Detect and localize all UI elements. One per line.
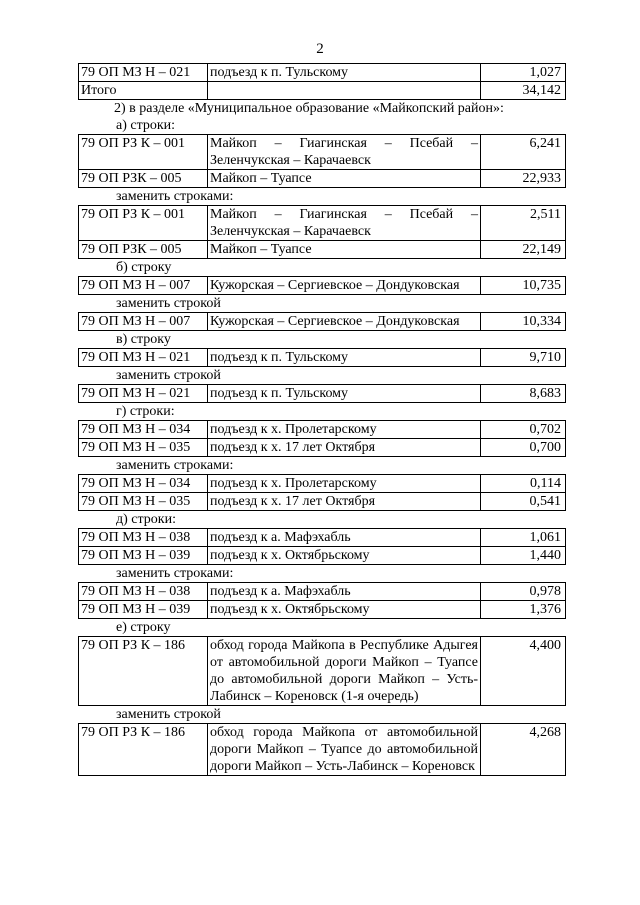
road-name: подъезд к х. Пролетарскому <box>208 421 481 439</box>
road-length: 8,683 <box>481 385 566 403</box>
replace-label: заменить строками: <box>116 458 234 473</box>
road-code: 79 ОП РЗ К – 001 <box>79 135 208 170</box>
amendment-section <box>78 259 562 331</box>
total-name <box>208 82 481 100</box>
road-length: 1,061 <box>481 529 566 547</box>
road-length: 0,700 <box>481 439 566 457</box>
table-row <box>79 493 566 511</box>
road-name: подъезд к х. 17 лет Октября <box>208 493 481 511</box>
road-name: обход города Майкопа в Республике Адыгея от автомобильной дороги Майкоп – Туапсе до автомобильной дороги Майкоп – Усть-Лабинск – Кореновск (1-я очередь) <box>208 637 481 706</box>
replacement-rows-table <box>78 723 566 776</box>
road-name: подъезд к х. Пролетарскому <box>208 475 481 493</box>
table-row <box>79 637 566 706</box>
road-name: Кужорская – Сергиевское – Дондуковская <box>208 277 481 295</box>
table-row <box>79 349 566 367</box>
table-row <box>79 385 566 403</box>
road-length: 1,027 <box>481 64 566 82</box>
road-name: подъезд к х. Октябрьскому <box>208 601 481 619</box>
top-table <box>78 63 566 100</box>
replace-label: заменить строкой <box>116 296 221 311</box>
section-label: д) строки: <box>116 512 176 527</box>
table-row <box>79 206 566 241</box>
road-name: подъезд к а. Мафэхабль <box>208 583 481 601</box>
original-rows-table <box>78 420 566 457</box>
road-name: Майкоп – Гиагинская – Псебай – Зеленчукская – Карачаевск <box>208 135 481 170</box>
table-row <box>79 583 566 601</box>
document-body <box>78 63 562 776</box>
table-row <box>79 64 566 82</box>
total-value: 34,142 <box>481 82 566 100</box>
original-rows-table <box>78 276 566 295</box>
table-row <box>79 547 566 565</box>
road-name: подъезд к п. Тульскому <box>208 349 481 367</box>
road-length: 22,149 <box>481 241 566 259</box>
road-length: 2,511 <box>481 206 566 241</box>
table-row <box>79 421 566 439</box>
road-name: Майкоп – Туапсе <box>208 241 481 259</box>
road-length: 1,440 <box>481 547 566 565</box>
original-rows-table <box>78 636 566 706</box>
road-name: Майкоп – Гиагинская – Псебай – Зеленчукская – Карачаевск <box>208 206 481 241</box>
original-rows-table <box>78 528 566 565</box>
road-length: 9,710 <box>481 349 566 367</box>
road-length: 0,114 <box>481 475 566 493</box>
road-name: подъезд к п. Тульскому <box>208 385 481 403</box>
road-name: подъезд к х. Октябрьскому <box>208 547 481 565</box>
road-code: 79 ОП РЗК – 005 <box>79 241 208 259</box>
road-code: 79 ОП МЗ Н – 035 <box>79 439 208 457</box>
replace-label: заменить строкой <box>116 368 221 383</box>
replacement-rows-table <box>78 205 566 259</box>
road-length: 0,541 <box>481 493 566 511</box>
road-code: 79 ОП МЗ Н – 007 <box>79 277 208 295</box>
section-label: а) строки: <box>116 118 176 133</box>
road-name: Майкоп – Туапсе <box>208 170 481 188</box>
section-label: е) строку <box>116 620 171 635</box>
road-code: 79 ОП РЗ К – 001 <box>79 206 208 241</box>
table-row <box>79 170 566 188</box>
total-row <box>79 82 566 100</box>
road-code: 79 ОП РЗ К – 186 <box>79 724 208 776</box>
amendment-sections <box>78 117 562 776</box>
table-row <box>79 277 566 295</box>
original-rows-table <box>78 348 566 367</box>
table-row <box>79 724 566 776</box>
amendment-section <box>78 511 562 619</box>
road-name: обход города Майкопа от автомобильной дороги Майкоп – Туапсе до автомобильной дороги Майкоп – Усть-Лабинск – Кореновск <box>208 724 481 776</box>
amendment-section <box>78 403 562 511</box>
road-code: 79 ОП МЗ Н – 021 <box>79 349 208 367</box>
table-row <box>79 313 566 331</box>
table-row <box>79 439 566 457</box>
amendment-section <box>78 331 562 403</box>
road-length: 10,735 <box>481 277 566 295</box>
road-code: 79 ОП РЗК – 005 <box>79 170 208 188</box>
replacement-rows-table <box>78 384 566 403</box>
table-row <box>79 475 566 493</box>
road-code: 79 ОП МЗ Н – 034 <box>79 475 208 493</box>
table-row <box>79 241 566 259</box>
road-code: 79 ОП МЗ Н – 007 <box>79 313 208 331</box>
replacement-rows-table <box>78 474 566 511</box>
road-length: 0,978 <box>481 583 566 601</box>
replacement-rows-table <box>78 312 566 331</box>
section-label: б) строку <box>116 260 172 275</box>
section-label: в) строку <box>116 332 171 347</box>
road-code: 79 ОП МЗ Н – 021 <box>79 385 208 403</box>
road-length: 6,241 <box>481 135 566 170</box>
replace-label: заменить строками: <box>116 566 234 581</box>
road-code: 79 ОП МЗ Н – 038 <box>79 529 208 547</box>
original-rows-table <box>78 134 566 188</box>
road-length: 10,334 <box>481 313 566 331</box>
road-length: 22,933 <box>481 170 566 188</box>
road-length: 0,702 <box>481 421 566 439</box>
road-code: 79 ОП МЗ Н – 038 <box>79 583 208 601</box>
road-code: 79 ОП МЗ Н – 039 <box>79 601 208 619</box>
replace-label: заменить строкой <box>116 707 221 722</box>
section-heading: 2) в разделе «Муниципальное образование «Майкопский район»: <box>114 101 504 116</box>
road-code: 79 ОП МЗ Н – 035 <box>79 493 208 511</box>
replace-label: заменить строками: <box>116 189 234 204</box>
table-row <box>79 601 566 619</box>
road-code: 79 ОП МЗ Н – 034 <box>79 421 208 439</box>
page-number: 2 <box>316 41 324 57</box>
road-name: подъезд к а. Мафэхабль <box>208 529 481 547</box>
table-row <box>79 135 566 170</box>
road-code: 79 ОП МЗ Н – 021 <box>79 64 208 82</box>
total-label: Итого <box>79 82 208 100</box>
replacement-rows-table <box>78 582 566 619</box>
road-length: 1,376 <box>481 601 566 619</box>
amendment-section <box>78 117 562 259</box>
road-length: 4,400 <box>481 637 566 706</box>
road-name: подъезд к п. Тульскому <box>208 64 481 82</box>
road-name: Кужорская – Сергиевское – Дондуковская <box>208 313 481 331</box>
section-label: г) строки: <box>116 404 175 419</box>
road-length: 4,268 <box>481 724 566 776</box>
road-name: подъезд к х. 17 лет Октября <box>208 439 481 457</box>
amendment-section <box>78 619 562 776</box>
road-code: 79 ОП РЗ К – 186 <box>79 637 208 706</box>
table-row <box>79 529 566 547</box>
road-code: 79 ОП МЗ Н – 039 <box>79 547 208 565</box>
